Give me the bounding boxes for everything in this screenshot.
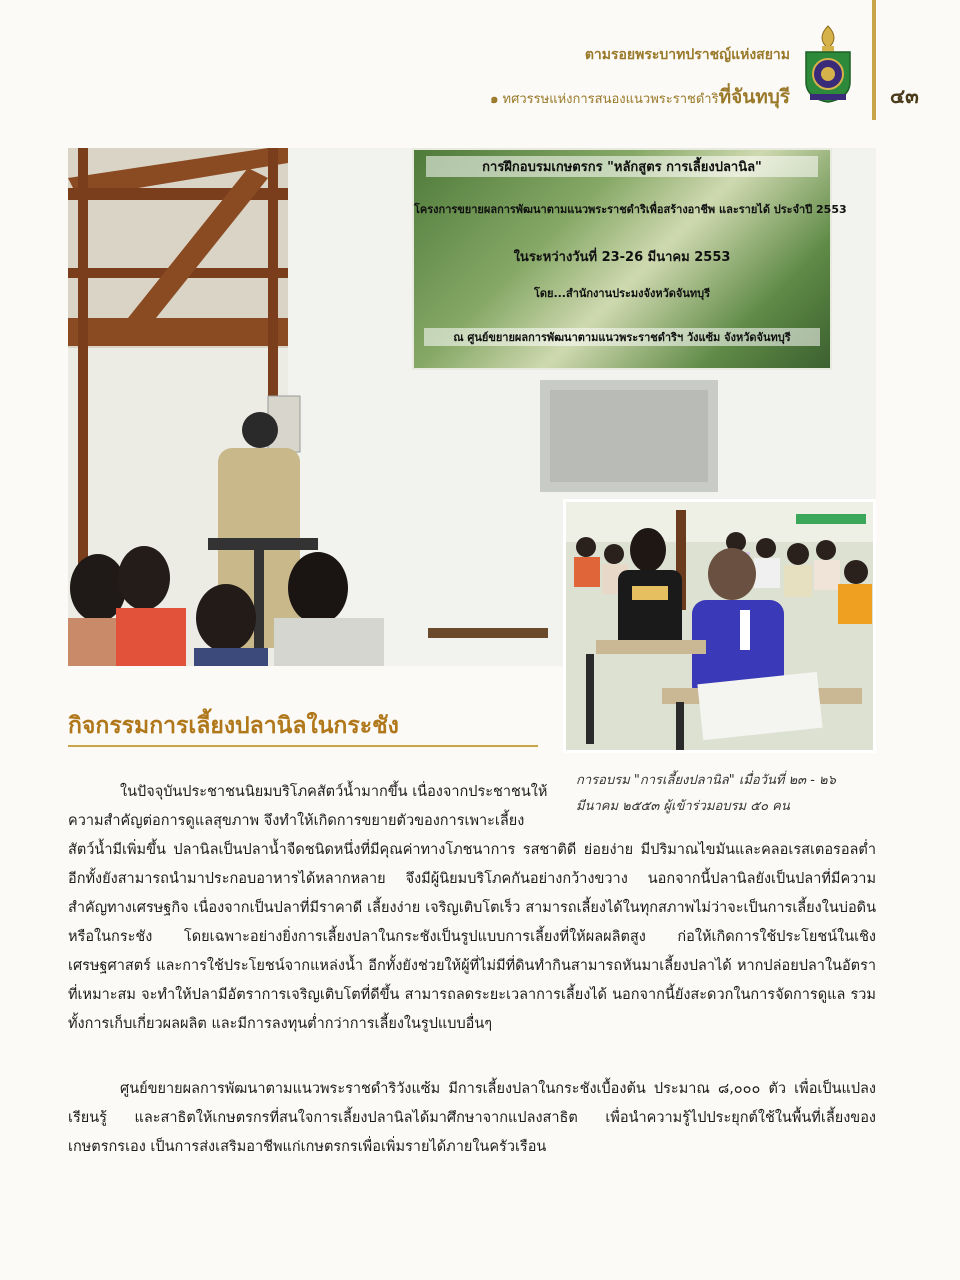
- banner-line-5: ณ ศูนย์ขยายผลการพัฒนาตามแนวพระราชดำริฯ วังแซ้ม จังหวัดจันทบุรี: [424, 328, 820, 346]
- photo-participants-scene: [566, 502, 873, 750]
- banner-line-3: ในระหว่างวันที่ 23-26 มีนาคม 2553: [513, 250, 731, 265]
- section-title: กิจกรรมการเลี้ยงปลานิลในกระชัง: [68, 713, 399, 739]
- banner-line-4: โดย...สำนักงานประมงจังหวัดจันทบุรี: [533, 287, 711, 300]
- banner-line-2: โครงการขยายผลการพัฒนาตามแนวพระราชดำริเพื่อสร้างอาชีพ และรายได้ ประจำปี 2553: [414, 203, 847, 216]
- photo-participants: [563, 499, 876, 753]
- running-header-number: ๑: [490, 92, 499, 107]
- photo-caption: การอบรม "การเลี้ยงปลานิล" เมื่อวันที่ ๒๓ - ๒๖ มีนาคม ๒๕๕๓ ผู้เข้าร่วมอบรม ๕๐ คน: [576, 773, 836, 814]
- running-header-subtitle-text: ทศวรรษแห่งการสนองแนวพระราชดำริ: [502, 92, 719, 107]
- emblem-logo: [798, 24, 858, 104]
- running-header-subtitle-emph: ที่จันทบุรี: [718, 86, 790, 108]
- paragraph-1-line-1: ในปัจจุบันประชาชนนิยมบริโภคสัตว์น้ำมากขึ้น เนื่องจากประชาชนให้: [120, 784, 548, 800]
- running-header-subtitle: [470, 82, 790, 112]
- header-gold-rule: [872, 0, 876, 120]
- running-header-title: ตามรอยพระบาทปราชญ์แห่งสยาม: [584, 47, 790, 63]
- paragraph-2: ศูนย์ขยายผลการพัฒนาตามแนวพระราชดำริวังแซ้ม มีการเลี้ยงปลาในกระชังเบื้องต้น ประมาณ ๘,๐๐๐ ตัว เพื่อเป็นแปลงเรียนรู้ และสาธิตให้เกษตรกรที่สนใจการเลี้ยงปลานิลได้มาศึกษาจากแปลงสาธิต เพื่อนำความรู้ไปประยุกต์ใช้ในพื้นที่เลี้ยงของเกษตรกรเอง เป็นการส่งเสริมอาชีพแก่เกษตรกรเพื่อเพิ่มรายได้ภายในครัวเรือน: [68, 1081, 876, 1155]
- banner-line-1: การฝึกอบรมเกษตรกร "หลักสูตร การเลี้ยงปลานิล": [426, 156, 818, 177]
- page-number: ๔๓: [890, 84, 919, 108]
- paragraph-1-line-2: ความสำคัญต่อการดูแลสุขภาพ จึงทำให้เกิดการขยายตัวของการเพาะเลี้ยง: [68, 813, 525, 829]
- section-title-underline: [68, 745, 538, 747]
- paragraph-1-continued: สัตว์น้ำมีเพิ่มขึ้น ปลานิลเป็นปลาน้ำจืดชนิดหนึ่งที่มีคุณค่าทางโภชนาการ รสชาติดี ย่อยง่าย มีปริมาณไขมันและคลอเรสเตอรอลต่ำ อีกทั้งยังสามารถนำมาประกอบอาหารได้หลากหลาย จึงมีผู้นิยมบริโภคกันอย่างกว้างขวาง นอกจากนี้ปลานิลยังเป็นปลาที่มีความสำคัญทางเศรษฐกิจ เนื่องจากเป็นปลาที่มีราคาดี เลี้ยงง่าย เจริญเติบโตเร็ว สามารถเลี้ยงได้ในทุกสภาพไม่ว่าจะเป็นการเลี้ยงในบ่อดินหรือในกระชัง โดยเฉพาะอย่างยิ่งการเลี้ยงปลาในกระชังเป็นรูปแบบการเลี้ยงที่ให้ผลผลิตสูง ก่อให้เกิดการใช้ประโยชน์ในเชิงเศรษฐศาสตร์ และการใช้ประโยชน์จากแหล่งน้ำ อีกทั้งยังช่วยให้ผู้ที่ไม่มีที่ดินทำกินสามารถหันมาเลี้ยงปลาได้ หากปล่อยปลาในอัตราที่เหมาะสม จะทำให้ปลามีอัตราการเจริญเติบโตที่ดีขึ้น สามารถลดระยะเวลาการเลี้ยงได้ นอกจากนี้ยังสะดวกในการจัดการดูแล รวมทั้งการเก็บเกี่ยวผลผลิต และมีการลงทุนต่ำกว่าการเลี้ยงในรูปแบบอื่นๆ: [68, 842, 876, 1032]
- training-banner: [412, 148, 847, 370]
